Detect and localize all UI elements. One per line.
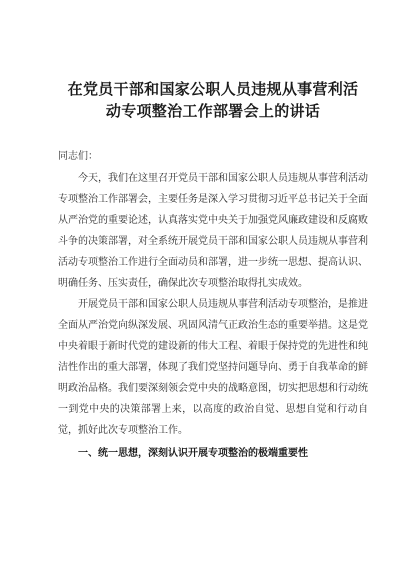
section-heading-1: 一、统一思想，深刻认识开展专项整治的极端重要性 [78,448,308,459]
paragraph-2: 开展党员干部和国家公职人员违规从事营利活动专项整治，是推进全面从严治党向纵深发展、巩固风清气正政治生态的重要举措。这是党中央着眼于新时代党的建设新的伟大工程、着眼于保持党的先进性和纯洁性作出的重大部署，体现了我们党坚持问题导向、勇于自我革命的鲜明政治品格。我们要深刻领会党中央的战略意图，切实把思想和行动统一到党中央的决策部署上来，以高度的政治自觉、思想自觉和行动自觉，抓好此次专项整治工作。 [58,299,368,436]
title-line-2: 动专项整治工作部署会上的讲话 [105,102,321,120]
salutation: 同志们： [58,151,98,162]
document-title [58,78,368,122]
paragraph-1: 今天，我们在这里召开党员干部和国家公职人员违规从事营利活动专项整治工作部署会，主要任务是深入学习贯彻习近平总书记关于全面从严治党的重要论述，认真落实党中央关于加强党风廉政建设和反腐败斗争的决策部署，对全系统开展党员干部和国家公职人员违规从事营利活动专项整治工作进行全面动员和部署，进一步统一思想、提高认识、明确任务、压实责任，确保此次专项整治取得扎实成效。 [58,173,368,289]
title-line-1: 在党员干部和国家公职人员违规从事营利活 [67,80,359,98]
